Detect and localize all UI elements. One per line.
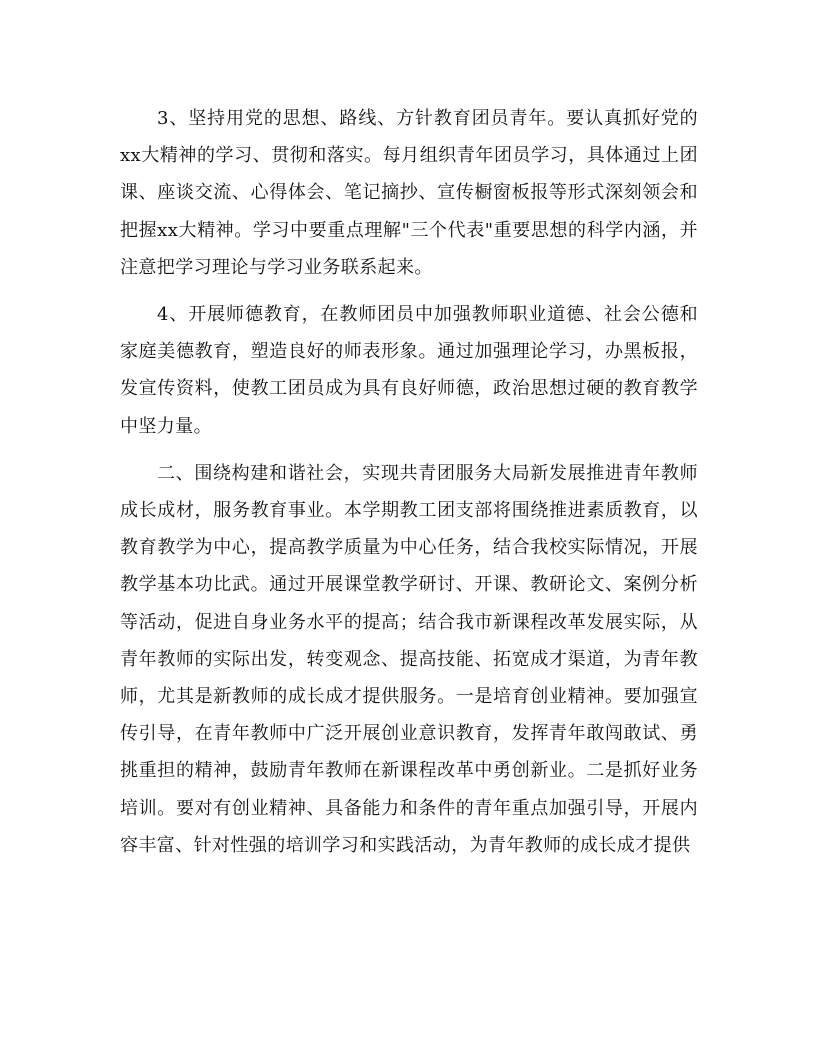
paragraph-item-3: 3、坚持用党的思想、路线、方针教育团员青年。要认真抓好党的xx大精神的学习、贯彻和落实。每月组织青年团员学习，具体通过上团课、座谈交流、心得体会、笔记摘抄、宣传橱窗板报等形式深刻领会和把握xx大精神。学习中要重点理解"三个代表"重要思想的科学内涵，并注意把学习理论与学习业务联系起来。 bbox=[120, 108, 698, 278]
paragraph-item-4: 4、开展师德教育，在教师团员中加强教师职业道德、社会公德和家庭美德教育，塑造良好的师表形象。通过加强理论学习，办黑板报，发宣传资料，使教工团员成为具有良好师德，政治思想过硬的教育教学中坚力量。 bbox=[120, 304, 698, 437]
document-body bbox=[120, 100, 698, 874]
paragraph-section-2: 二、围绕构建和谐社会，实现共青团服务大局新发展推进青年教师成长成材，服务教育事业。本学期教工团支部将围绕推进素质教育，以教育教学为中心，提高教学质量为中心任务，结合我校实际情况，开展教学基本功比武。通过开展课堂教学研讨、开课、教研论文、案例分析等活动，促进自身业务水平的提高；结合我市新课程改革发展实际，从青年教师的实际出发，转变观念、提高技能、拓宽成才渠道，为青年教师，尤其是新教师的成长成才提供服务。一是培育创业精神。要加强宣传引导，在青年教师中广泛开展创业意识教育，发挥青年敢闯敢试、勇挑重担的精神，鼓励青年教师在新课程改革中勇创新业。二是抓好业务培训。要对有创业精神、具备能力和条件的青年重点加强引导，开展内容丰富、针对性强的培训学习和实践活动，为青年教师的成长成才提供 bbox=[120, 462, 698, 856]
